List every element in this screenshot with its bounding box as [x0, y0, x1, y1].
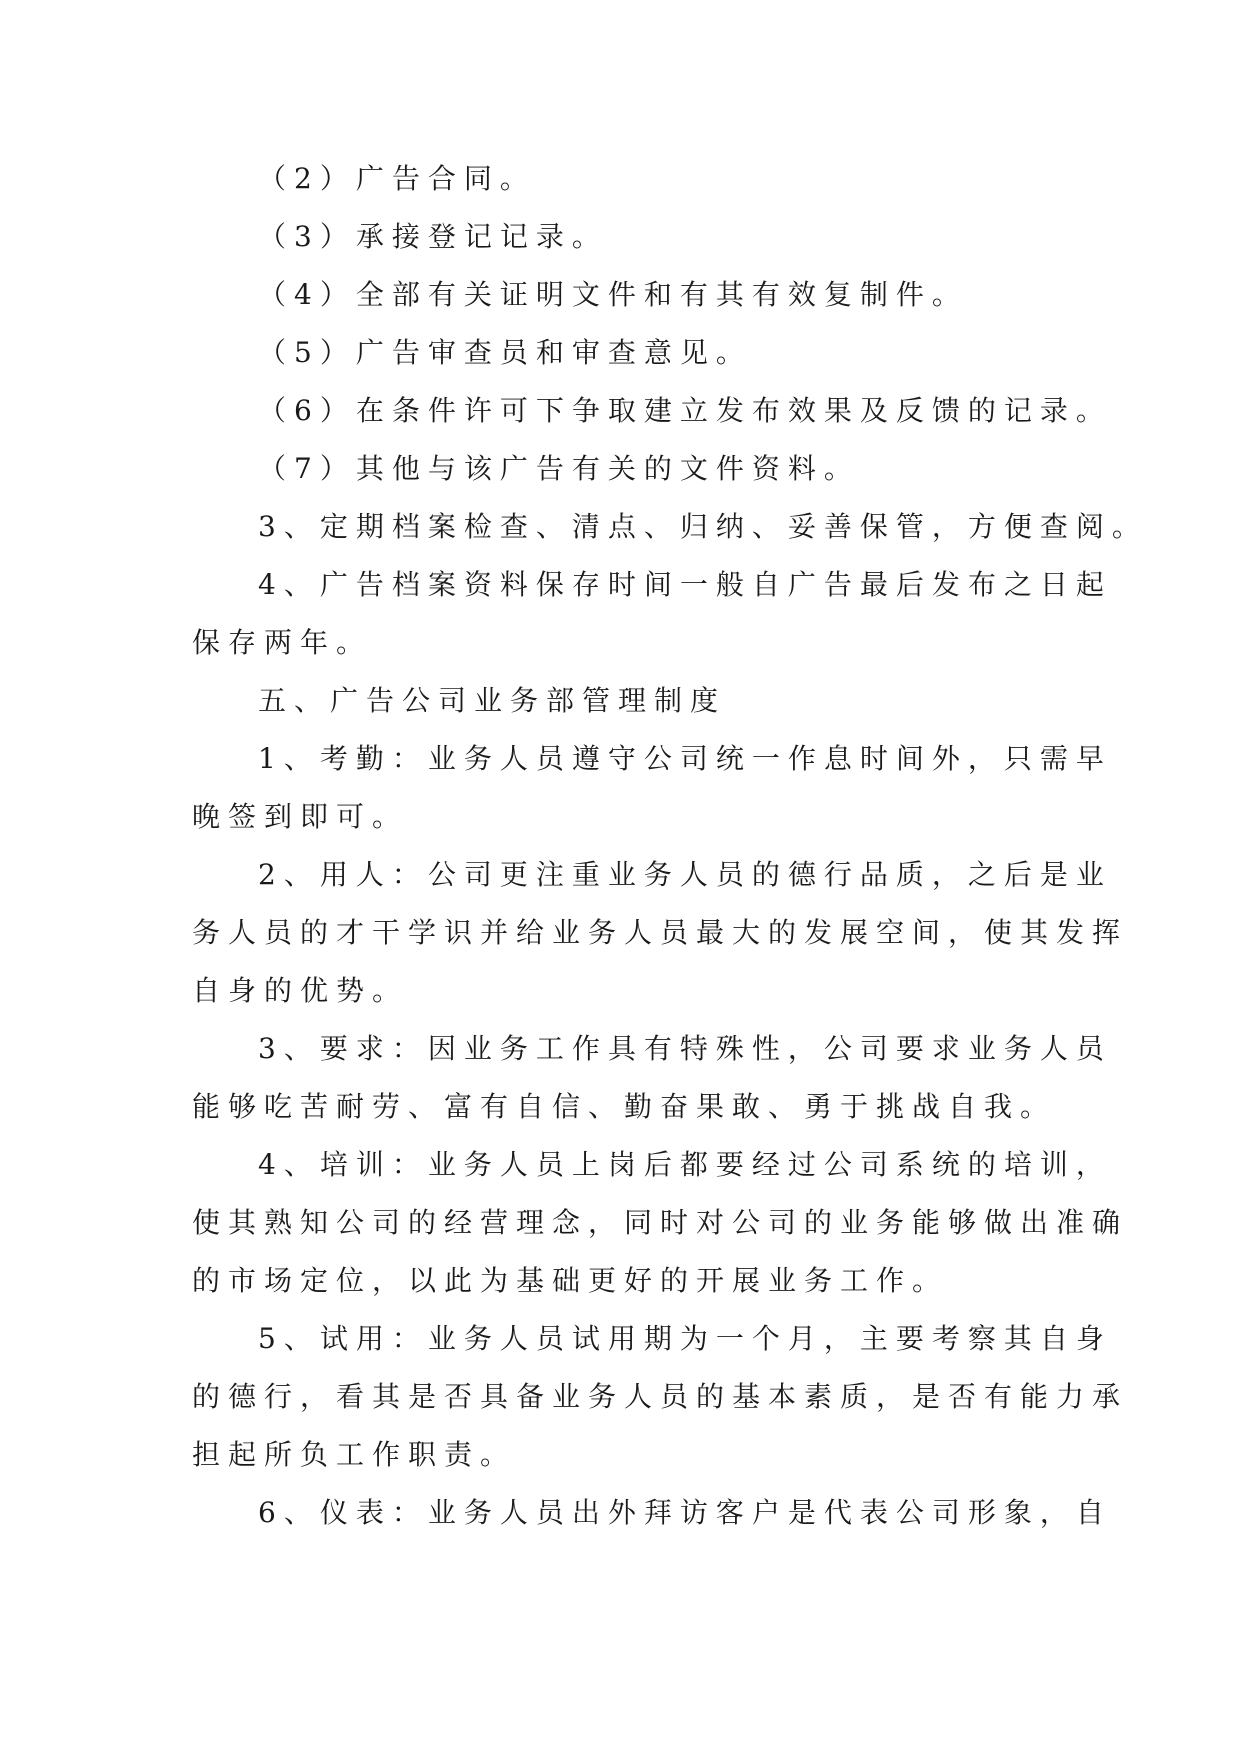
rule-2-line-3: 自身的优势。 — [192, 974, 409, 1007]
list-item-5: （5）广告审查员和审查意见。 — [258, 336, 752, 369]
rule-3-line-1: 3、要求：因业务工作具有特殊性，公司要求业务人员 — [258, 1032, 1112, 1065]
rule-4-line-3: 的市场定位，以此为基础更好的开展业务工作。 — [192, 1264, 949, 1297]
paragraph-4-line-1: 4、广告档案资料保存时间一般自广告最后发布之日起 — [258, 568, 1112, 601]
list-item-3: （3）承接登记记录。 — [258, 220, 608, 253]
list-item-7: （7）其他与该广告有关的文件资料。 — [258, 452, 860, 485]
section-heading: 五、广告公司业务部管理制度 — [258, 684, 727, 717]
paragraph-4-line-2: 保存两年。 — [192, 626, 373, 659]
list-item-2: （2）广告合同。 — [258, 162, 536, 195]
rule-3-line-2: 能够吃苦耐劳、富有自信、勤奋果敢、勇于挑战自我。 — [192, 1090, 1057, 1123]
rule-2-line-2: 务人员的才干学识并给业务人员最大的发展空间，使其发挥 — [192, 916, 1129, 949]
rule-4-line-1: 4、培训：业务人员上岗后都要经过公司系统的培训， — [258, 1148, 1112, 1181]
list-item-6: （6）在条件许可下争取建立发布效果及反馈的记录。 — [258, 394, 1112, 427]
rule-2-line-1: 2、用人：公司更注重业务人员的德行品质，之后是业 — [258, 858, 1112, 891]
list-item-4: （4）全部有关证明文件和有其有效复制件。 — [258, 278, 968, 311]
rule-5-line-1: 5、试用：业务人员试用期为一个月，主要考察其自身 — [258, 1322, 1112, 1355]
rule-5-line-3: 担起所负工作职责。 — [192, 1438, 517, 1471]
rule-5-line-2: 的德行，看其是否具备业务人员的基本素质，是否有能力承 — [192, 1380, 1129, 1413]
rule-1-line-1: 1、考勤：业务人员遵守公司统一作息时间外，只需早 — [258, 742, 1112, 775]
rule-1-line-2: 晚签到即可。 — [192, 800, 409, 833]
paragraph-3-line-1: 3、定期档案检查、清点、归纳、妥善保管，方便查阅。 — [258, 510, 1148, 543]
rule-4-line-2: 使其熟知公司的经营理念，同时对公司的业务能够做出准确 — [192, 1206, 1129, 1239]
document-body — [192, 150, 1148, 1542]
rule-6-line-1: 6、仪表：业务人员出外拜访客户是代表公司形象，自 — [258, 1496, 1112, 1529]
